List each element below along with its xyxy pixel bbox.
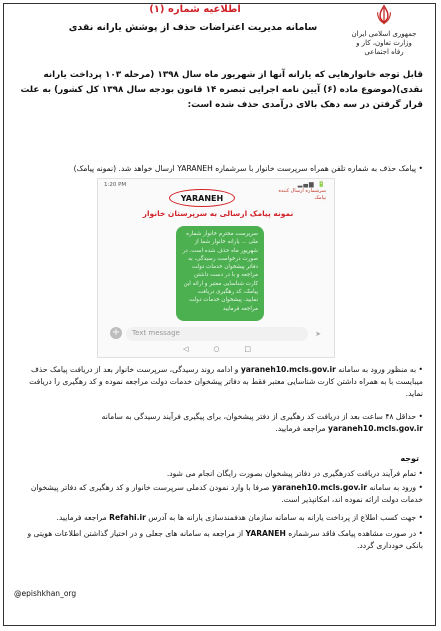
note-fraud: • در صورت مشاهده پیامک فاقد سرشماره YARANEH از مراجعه به سامانه های جعلی و در اختیار گذاشتن اطلاعات هویتی و بانکی خودداری گردد. bbox=[27, 529, 423, 550]
note-login-pre: ورود به سامانه bbox=[369, 483, 417, 492]
bullet-followup: • حداقل ۴۸ ساعت بعد از دریافت کد رهگیری از دفتر پیشخوان، برای پیگیری فرآیند رسیدگی به سامانه yaraneh10.mcls.gov.ir مراجعه فرمایید. bbox=[101, 412, 423, 433]
logo-line1: جمهوری اسلامی ایران bbox=[351, 30, 417, 38]
note-free-text: تمام فرآیند دریافت کدرهگیری در دفاتر پیشخوان بصورت رایگان انجام می شود. bbox=[166, 469, 417, 478]
message-input[interactable] bbox=[111, 327, 321, 341]
note-refahi-pre: جهت کسب اطلاع از پرداخت یارانه به سامانه سازمان هدفمندسازی یارانه ها به آدرس bbox=[148, 513, 417, 522]
portal-link[interactable]: yaraneh10.mcls.gov.ir bbox=[240, 365, 336, 374]
bullet-login: • به منظور ورود به سامانه yaraneh10.mcls.gov.ir و ادامه روند رسیدگی، سرپرست خانوار بعد از دریافت پیامک حذف میبایست با به همراه داشتن کارت شناسایی معتبر فقط به دفاتر پیشخوان خدمات دولت مراجعه نموده و کد رهگیری را دریافت نماید. bbox=[29, 365, 423, 398]
recents-icon[interactable]: □ bbox=[244, 345, 251, 353]
bullet-sms: • پیامک حذف به شماره تلفن همراه سرپرست خانوار با سرشماره YARANEH ارسال خواهد شد. (نمونه پیامک) bbox=[73, 164, 423, 173]
refahi-link[interactable]: Refahi.ir bbox=[109, 513, 146, 522]
message-placeholder: Text message bbox=[132, 329, 180, 337]
note-refahi: • جهت کسب اطلاع از پرداخت یارانه به سامانه سازمان هدفمندسازی یارانه ها به آدرس Refahi.ir مراجعه فرمایید. bbox=[56, 513, 423, 522]
bullet-followup-post: مراجعه فرمایید. bbox=[275, 424, 326, 433]
status-icons: ▂▄▆ 🔋 bbox=[297, 181, 326, 188]
sender-name-bold: YARANEH bbox=[245, 529, 286, 538]
ministry-logo bbox=[349, 4, 419, 57]
note-fraud-pre: در صورت مشاهده پیامک فاقد سرشماره bbox=[288, 529, 417, 538]
portal-link-2[interactable]: yaraneh10.mcls.gov.ir bbox=[328, 424, 423, 433]
sample-caption: نمونه پیامک ارسالی به سرپرستان خانوار bbox=[142, 209, 294, 218]
android-nav-bar bbox=[183, 345, 251, 355]
back-icon[interactable]: ◁ bbox=[183, 345, 189, 353]
note-login: • ورود به سامانه yaraneh10.mcls.gov.ir صرفا با وارد نمودن کدملی سرپرست خانوار و کد رهگیری که دفاتر پیشخوان خدمات دولت ارائه نموده اند، امکانپذیر است. bbox=[30, 483, 423, 504]
attention-heading: توجه bbox=[400, 454, 419, 463]
sender-name: YARANEH bbox=[169, 189, 235, 207]
note-fraud-post: از مراجعه به سامانه های جعلی و در اختیار گذاشتن اطلاعات هویتی و بانکی خودداری گردد. bbox=[27, 529, 423, 550]
message-bubble: سرپرست محترم خانوار شماره ملی ... یارانه خانوار شما از شهریور ماه حذف شده است. در صورت درخواست رسیدگی، به دفاتر پیشخوان خدمات دولت مراجعه و با در دست داشتن کارت شناسایی معتبر و ارائه این پیامک، کد رهگیری دریافت نمایید. پیشخوان خدمات دولت مراجعه فرمایید bbox=[176, 226, 264, 321]
send-icon[interactable]: ➤ bbox=[315, 330, 321, 338]
intro-paragraph: قابل توجه خانوارهایی که یارانه آنها از شهریور ماه سال ۱۳۹۸ (مرحله ۱۰۳ پرداخت یارانه نقدی)(موضوع ماده (۶) آیین نامه اجرایی تبصره ۱۴ قانون بودجه سال ۱۳۹۸ کل کشور) به علت قرار گرفتن در سه دهک بالای درآمدی حذف شده است: bbox=[20, 70, 423, 110]
sms-screenshot bbox=[97, 178, 335, 358]
social-handle: @epishkhan_org bbox=[14, 589, 77, 598]
note-login-post: صرفا با وارد نمودن کدملی سرپرست خانوار و کد رهگیری که دفاتر پیشخوان خدمات دولت ارائه نموده اند، امکانپذیر است. bbox=[30, 483, 423, 504]
bullet-sms-text: پیامک حذف به شماره تلفن همراه سرپرست خانوار با سرشماره YARANEH ارسال خواهد شد. (نمونه پیامک) bbox=[73, 164, 417, 173]
add-icon[interactable]: + bbox=[111, 327, 121, 338]
status-time: 1:20 PM bbox=[104, 182, 127, 188]
bullet-login-pre: به منظور ورود به سامانه bbox=[338, 365, 417, 374]
home-icon[interactable]: ○ bbox=[213, 345, 220, 353]
portal-link-3[interactable]: yaraneh10.mcls.gov.ir bbox=[272, 483, 368, 492]
bullet-login-post: و ادامه روند رسیدگی، سرپرست خانوار بعد از دریافت پیامک حذف میبایست با به همراه داشتن کارت شناسایی معتبر فقط به دفاتر پیشخوان خدمات دولت مراجعه نموده و کد رهگیری را دریافت نماید. bbox=[29, 365, 423, 398]
iran-emblem-icon bbox=[373, 4, 395, 26]
header bbox=[0, 0, 441, 62]
note-refahi-post: مراجعه فرمایید. bbox=[56, 513, 107, 522]
notice-title: سامانه مدیریت اعتراضات حذف از پوشش یارانه نقدی bbox=[68, 22, 318, 33]
note-free: • تمام فرآیند دریافت کدرهگیری در دفاتر پیشخوان بصورت رایگان انجام می شود. bbox=[166, 469, 423, 478]
sender-annotation: سرشماره ارسال کننده پیامک bbox=[278, 188, 326, 201]
bullet-followup-pre: حداقل ۴۸ ساعت بعد از دریافت کد رهگیری از دفتر پیشخوان، برای پیگیری فرآیند رسیدگی به سامانه bbox=[101, 412, 417, 421]
notice-number: اطلاعیه شماره (۱) bbox=[149, 4, 241, 15]
logo-line2: وزارت تعاون، کار و رفاه اجتماعی bbox=[356, 39, 412, 56]
